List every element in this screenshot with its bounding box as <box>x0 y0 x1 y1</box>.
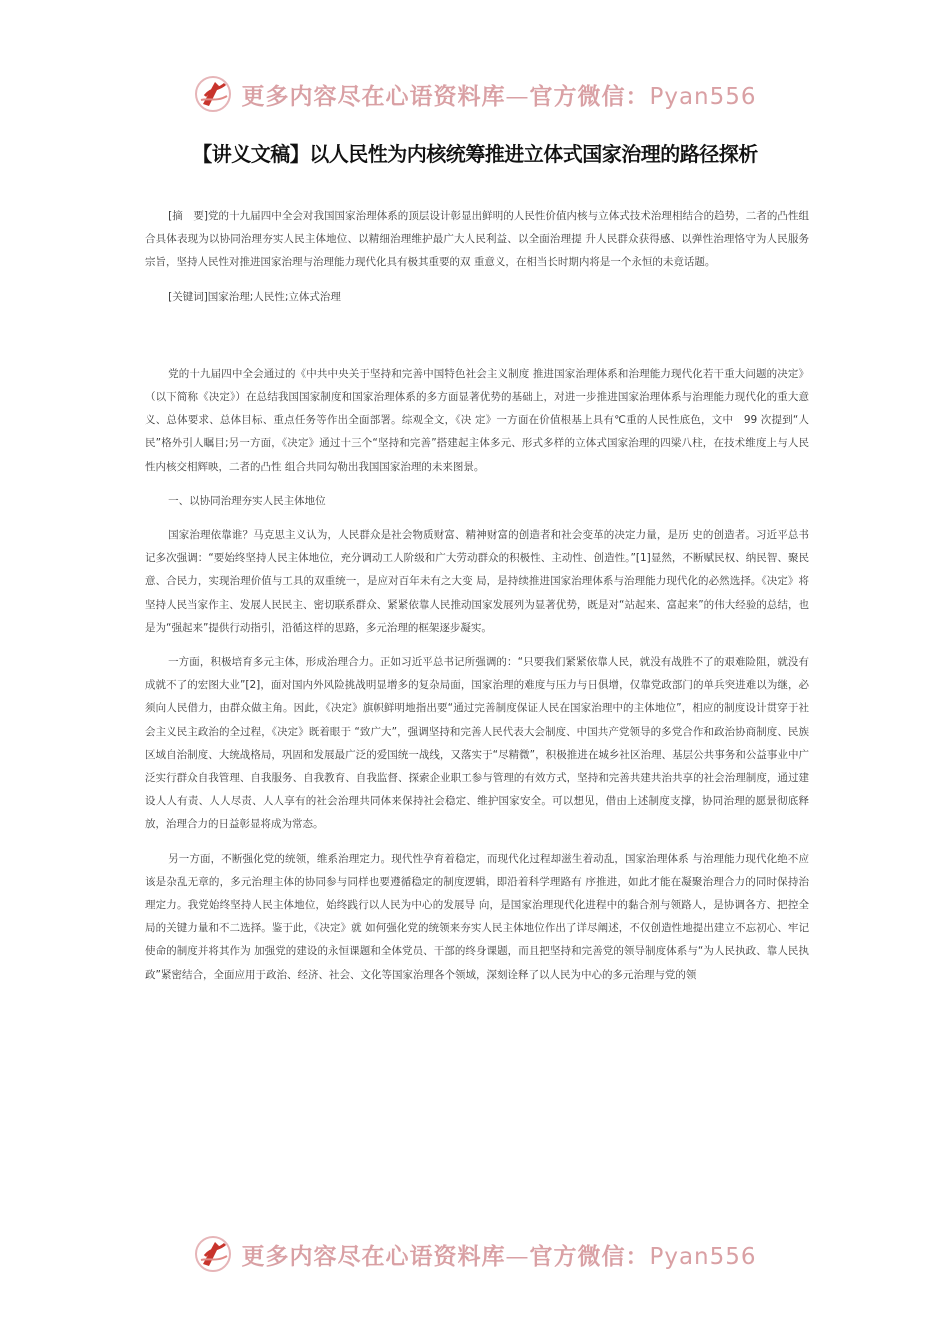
banner-separator: — <box>505 83 530 110</box>
document-title: 【讲义文稿】以人民性为内核统筹推进立体式国家治理的路径探析 <box>192 142 758 166</box>
ribbon-logo-icon <box>193 1234 233 1274</box>
abstract: [摘 要]党的十九届四中全会对我国国家治理体系的顶层设计彰显出鲜明的人民性价值内核与立体式技术治理相结合的趋势，二者的凸性组合具体表现为以协同治理夯实人民主体地位、以精细治理维护最广大人民利益、以全面治理提 升人民群众获得感、以弹性治理恪守为人民服务宗旨，坚持人民性对推进国家治理与治理能力现代化具有极其重要的双 重意义，在相当长时期内将是一个永恒的未竟话题。 <box>145 210 809 269</box>
banner-label: 官方微信： <box>529 82 650 110</box>
body-paragraph: 另一方面，不断强化党的统领，维系治理定力。现代性孕育着稳定，而现代化过程却滋生着动乱，国家治理体系 与治理能力现代化绝不应该是杂乱无章的，多元治理主体的协同参与同样也要遵循稳定的制度逻辑，即沿着科学理路有 序推进，如此才能在凝聚治理合力的同时保持治理定力。我党始终坚持人民主体地位，始终践行以人民为中心的发展导 向，是国家治理现代化进程中的黏合剂与领路人，是协调各方、把控全局的关键力量和不二选择。鉴于此，《决定》就 如何强化党的统领来夯实人民主体地位作出了详尽阐述，不仅创造性地提出建立不忘初心、牢记使命的制度并将其作为 加强党的建设的永恒课题和全体党员、干部的终身课题，而且把坚持和完善党的领导制度体系与“为人民执政、靠人民执政”紧密结合，全面应用于政治、经济、社会、文化等国家治理各个领域，深刻诠释了以人民为中心的多元治理与党的领 <box>145 852 809 981</box>
keywords: [关键词]国家治理;人民性;立体式治理 <box>168 290 341 303</box>
banner-text <box>241 78 756 111</box>
document-body <box>145 205 809 998</box>
banner-label: 官方微信： <box>529 1242 650 1270</box>
banner-separator: — <box>505 1243 530 1270</box>
bottom-banner <box>0 1232 950 1276</box>
banner-wechat-id: Pyan556 <box>649 83 757 110</box>
banner-main-text: 更多内容尽在心语资料库 <box>241 1242 506 1270</box>
banner-text <box>241 1238 756 1271</box>
banner-wechat-id: Pyan556 <box>649 1243 757 1270</box>
top-banner <box>0 72 950 116</box>
banner-main-text: 更多内容尽在心语资料库 <box>241 82 506 110</box>
body-paragraph: 国家治理依靠谁？马克思主义认为，人民群众是社会物质财富、精神财富的创造者和社会变革的决定力量，是历 史的创造者。习近平总书记多次强调：“要始终坚持人民主体地位，充分调动工人阶级和广大劳动群众的积极性、主动性、创造性。”[1]显然，不断赋民权、纳民智、聚民意、合民力，实现治理价值与工具的双重统一，是应对百年未有之大变 局，是持续推进国家治理体系与治理能力现代化的必然选择。《决定》将坚持人民当家作主、发展人民民主、密切联系群众、紧紧依靠人民推动国家发展列为显著优势，既是对“站起来、富起来”的伟大经验的总结，也是为“强起来”提供行动指引，沿循这样的思路，多元治理的框架逐步凝实。 <box>145 529 809 634</box>
intro-paragraph: 党的十九届四中全会通过的《中共中央关于坚持和完善中国特色社会主义制度 推进国家治理体系和治理能力现代化若干重大问题的决定》（以下简称《决定》）在总结我国国家制度和国家治理体系的多方面显著优势的基础上，对进一步推进国家治理体系与治理能力现代化的重大意义、总体要求、总体目标、重点任务等作出全面部署。综观全文，《决 定》一方面在价值根基上具有℃重的人民性底色，文中 99 次提到“人民”格外引人瞩目;另一方面，《决定》通过十三个“坚持和完善”搭建起主体多元、形式多样的立体式国家治理的四梁八柱，在技术维度上与人民性内核交相辉映，二者的凸性 组合共同勾勒出我国国家治理的未来图景。 <box>145 367 809 473</box>
section-heading: 一、以协同治理夯实人民主体地位 <box>168 494 326 507</box>
ribbon-logo-icon <box>193 74 233 114</box>
body-paragraph: 一方面，积极培育多元主体，形成治理合力。正如习近平总书记所强调的：“只要我们紧紧依靠人民，就没有战胜不了的艰难险阻，就没有成就不了的宏图大业”[2]，面对国内外风险挑战明显增多的复杂局面，国家治理的难度与压力与日俱增，仅靠党政部门的单兵突进难以为继，必须向人民借力，由群众做主角。因此，《决定》旗帜鲜明地指出要“通过完善制度保证人民在国家治理中的主体地位”，相应的制度设计贯穿于社会主义民主政治的全过程，《决定》既着眼于 “致广大”，强调坚持和完善人民代表大会制度、中国共产党领导的多党合作和政治协商制度、民族区域自治制度、大统战格局，巩固和发展最广泛的爱国统一战线，又落实于“尽精微”，积极推进在城乡社区治理、基层公共事务和公益事业中广泛实行群众自我管理、自我服务、自我教育、自我监督、探索企业职工参与管理的有效方式，坚持和完善共建共治共享的社会治理制度，通过建设人人有责、人人尽责、人人享有的社会治理共同体来保持社会稳定、维护国家安全。可以想见，借由上述制度支撑，协同治理的愿景彻底释放，治理合力的日益彰显将成为常态。 <box>145 656 809 831</box>
